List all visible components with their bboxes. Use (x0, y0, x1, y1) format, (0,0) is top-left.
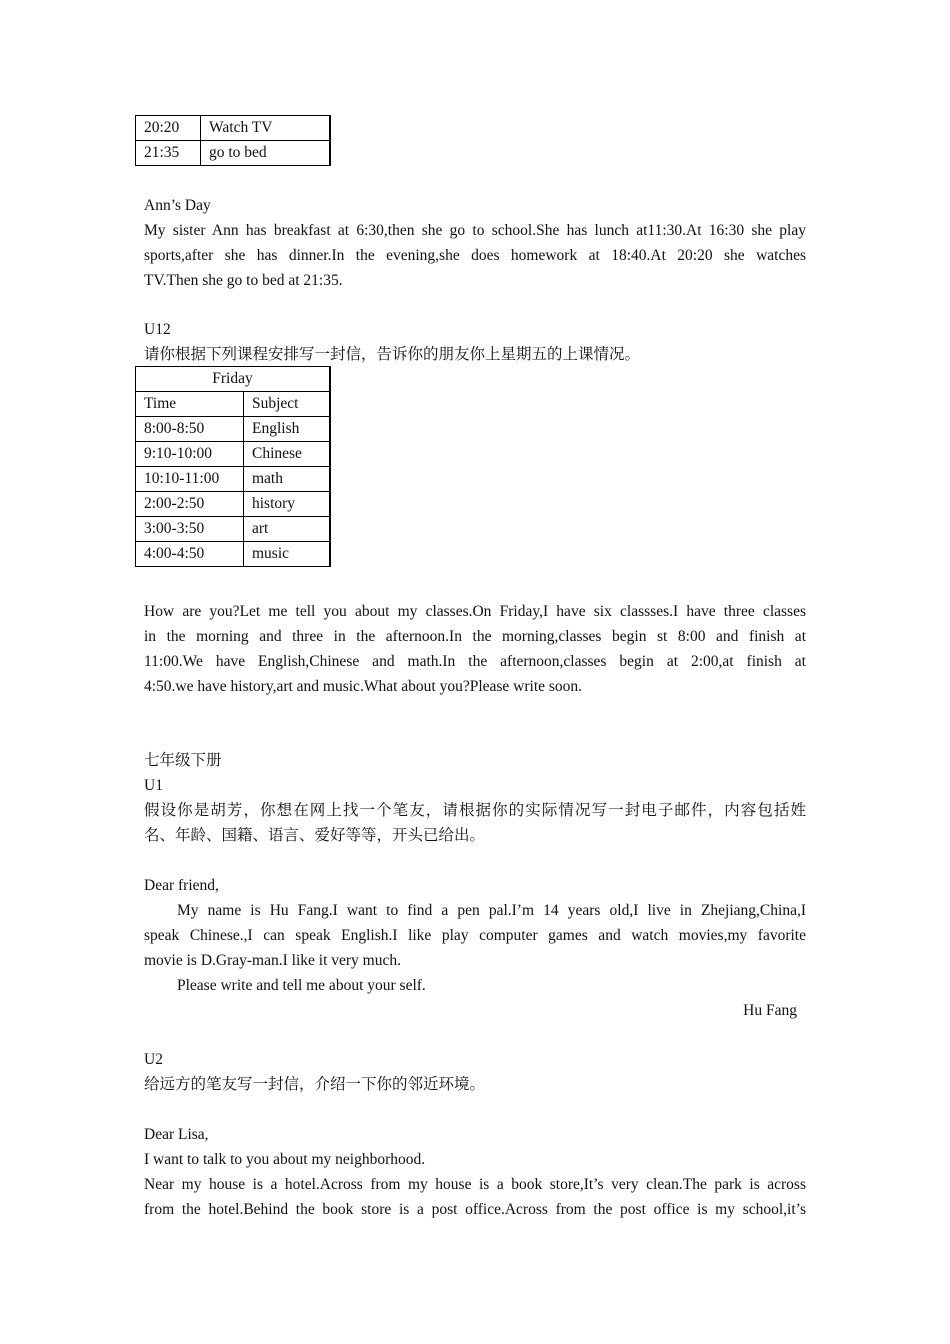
table-row (136, 542, 331, 567)
paragraph-line: How are you?Let me tell you about my classes.On Friday,I have six classses.I have three classes (144, 603, 806, 620)
time-cell: 20:20 (136, 116, 201, 141)
paragraph-line: 11:00.We have English,Chinese and math.In the afternoon,classes begin at 2:00,at finish at (144, 653, 806, 670)
activity-cell: go to bed (201, 141, 331, 166)
u1-prompt-line: 名、年龄、国籍、语言、爱好等等，开头已给出。 (144, 827, 486, 844)
table-row (136, 492, 331, 517)
subject-cell: Chinese (244, 442, 331, 467)
subject-cell: music (244, 542, 331, 567)
time-cell: 9:10-10:00 (136, 442, 244, 467)
time-cell: 3:00-3:50 (136, 517, 244, 542)
time-cell: 21:35 (136, 141, 201, 166)
grade7-heading: 七年级下册 (144, 752, 222, 769)
subject-cell: history (244, 492, 331, 517)
paragraph-line: I want to talk to you about my neighborhood. (144, 1151, 426, 1168)
paragraph-line: TV.Then she go to bed at 21:35. (144, 272, 343, 289)
paragraph-line: Please write and tell me about your self. (177, 977, 426, 994)
u12-prompt: 请你根据下列课程安排写一封信，告诉你的朋友你上星期五的上课情况。 (144, 346, 641, 363)
header-subject: Subject (244, 392, 331, 417)
subject-cell: art (244, 517, 331, 542)
table-row (136, 116, 331, 141)
activity-cell: Watch TV (201, 116, 331, 141)
table-row (136, 141, 331, 166)
time-cell: 2:00-2:50 (136, 492, 244, 517)
subject-cell: English (244, 417, 331, 442)
paragraph-line: in the morning and three in the afternoon.In the morning,classes begin st 8:00 and finish at (144, 628, 806, 645)
table-header-row (136, 392, 331, 417)
table-caption-row (136, 367, 331, 392)
u1-greeting: Dear friend, (144, 877, 219, 894)
friday-schedule-table (135, 366, 331, 567)
time-cell: 4:00-4:50 (136, 542, 244, 567)
u1-prompt-line: 假设你是胡芳，你想在网上找一个笔友，请根据你的实际情况写一封电子邮件，内容包括姓 (144, 802, 806, 819)
header-time: Time (136, 392, 244, 417)
paragraph-line: 4:50.we have history,art and music.What about you?Please write soon. (144, 678, 583, 695)
section-label-u2: U2 (144, 1051, 163, 1068)
paragraph-line: My name is Hu Fang.I want to find a pen pal.I’m 14 years old,I live in Zhejiang,China,I (177, 902, 806, 919)
u1-signature: Hu Fang (743, 1002, 797, 1019)
time-cell: 10:10-11:00 (136, 467, 244, 492)
time-cell: 8:00-8:50 (136, 417, 244, 442)
table-row (136, 417, 331, 442)
subject-cell: math (244, 467, 331, 492)
paragraph-line: speak Chinese.,I can speak English.I like play computer games and watch movies,my favorite (144, 927, 806, 944)
table-row (136, 442, 331, 467)
paragraph-line: Near my house is a hotel.Across from my house is a book store,It’s very clean.The park is across (144, 1176, 806, 1193)
u2-prompt: 给远方的笔友写一封信，介绍一下你的邻近环境。 (144, 1076, 486, 1093)
u2-greeting: Dear Lisa, (144, 1126, 209, 1143)
table-row (136, 517, 331, 542)
paragraph-line: from the hotel.Behind the book store is a post office.Across from the post office is my school,it’s (144, 1201, 806, 1218)
table-caption: Friday (136, 367, 331, 392)
anns-day-title: Ann’s Day (144, 197, 211, 214)
paragraph-line: sports,after she has dinner.In the evening,she does homework at 18:40.At 20:20 she watches (144, 247, 806, 264)
top-schedule-table (135, 115, 331, 166)
paragraph-line: My sister Ann has breakfast at 6:30,then she go to school.She has lunch at11:30.At 16:30 she play (144, 222, 806, 239)
section-label-u1: U1 (144, 777, 163, 794)
section-label-u12: U12 (144, 321, 171, 338)
paragraph-line: movie is D.Gray-man.I like it very much. (144, 952, 401, 969)
table-row (136, 467, 331, 492)
